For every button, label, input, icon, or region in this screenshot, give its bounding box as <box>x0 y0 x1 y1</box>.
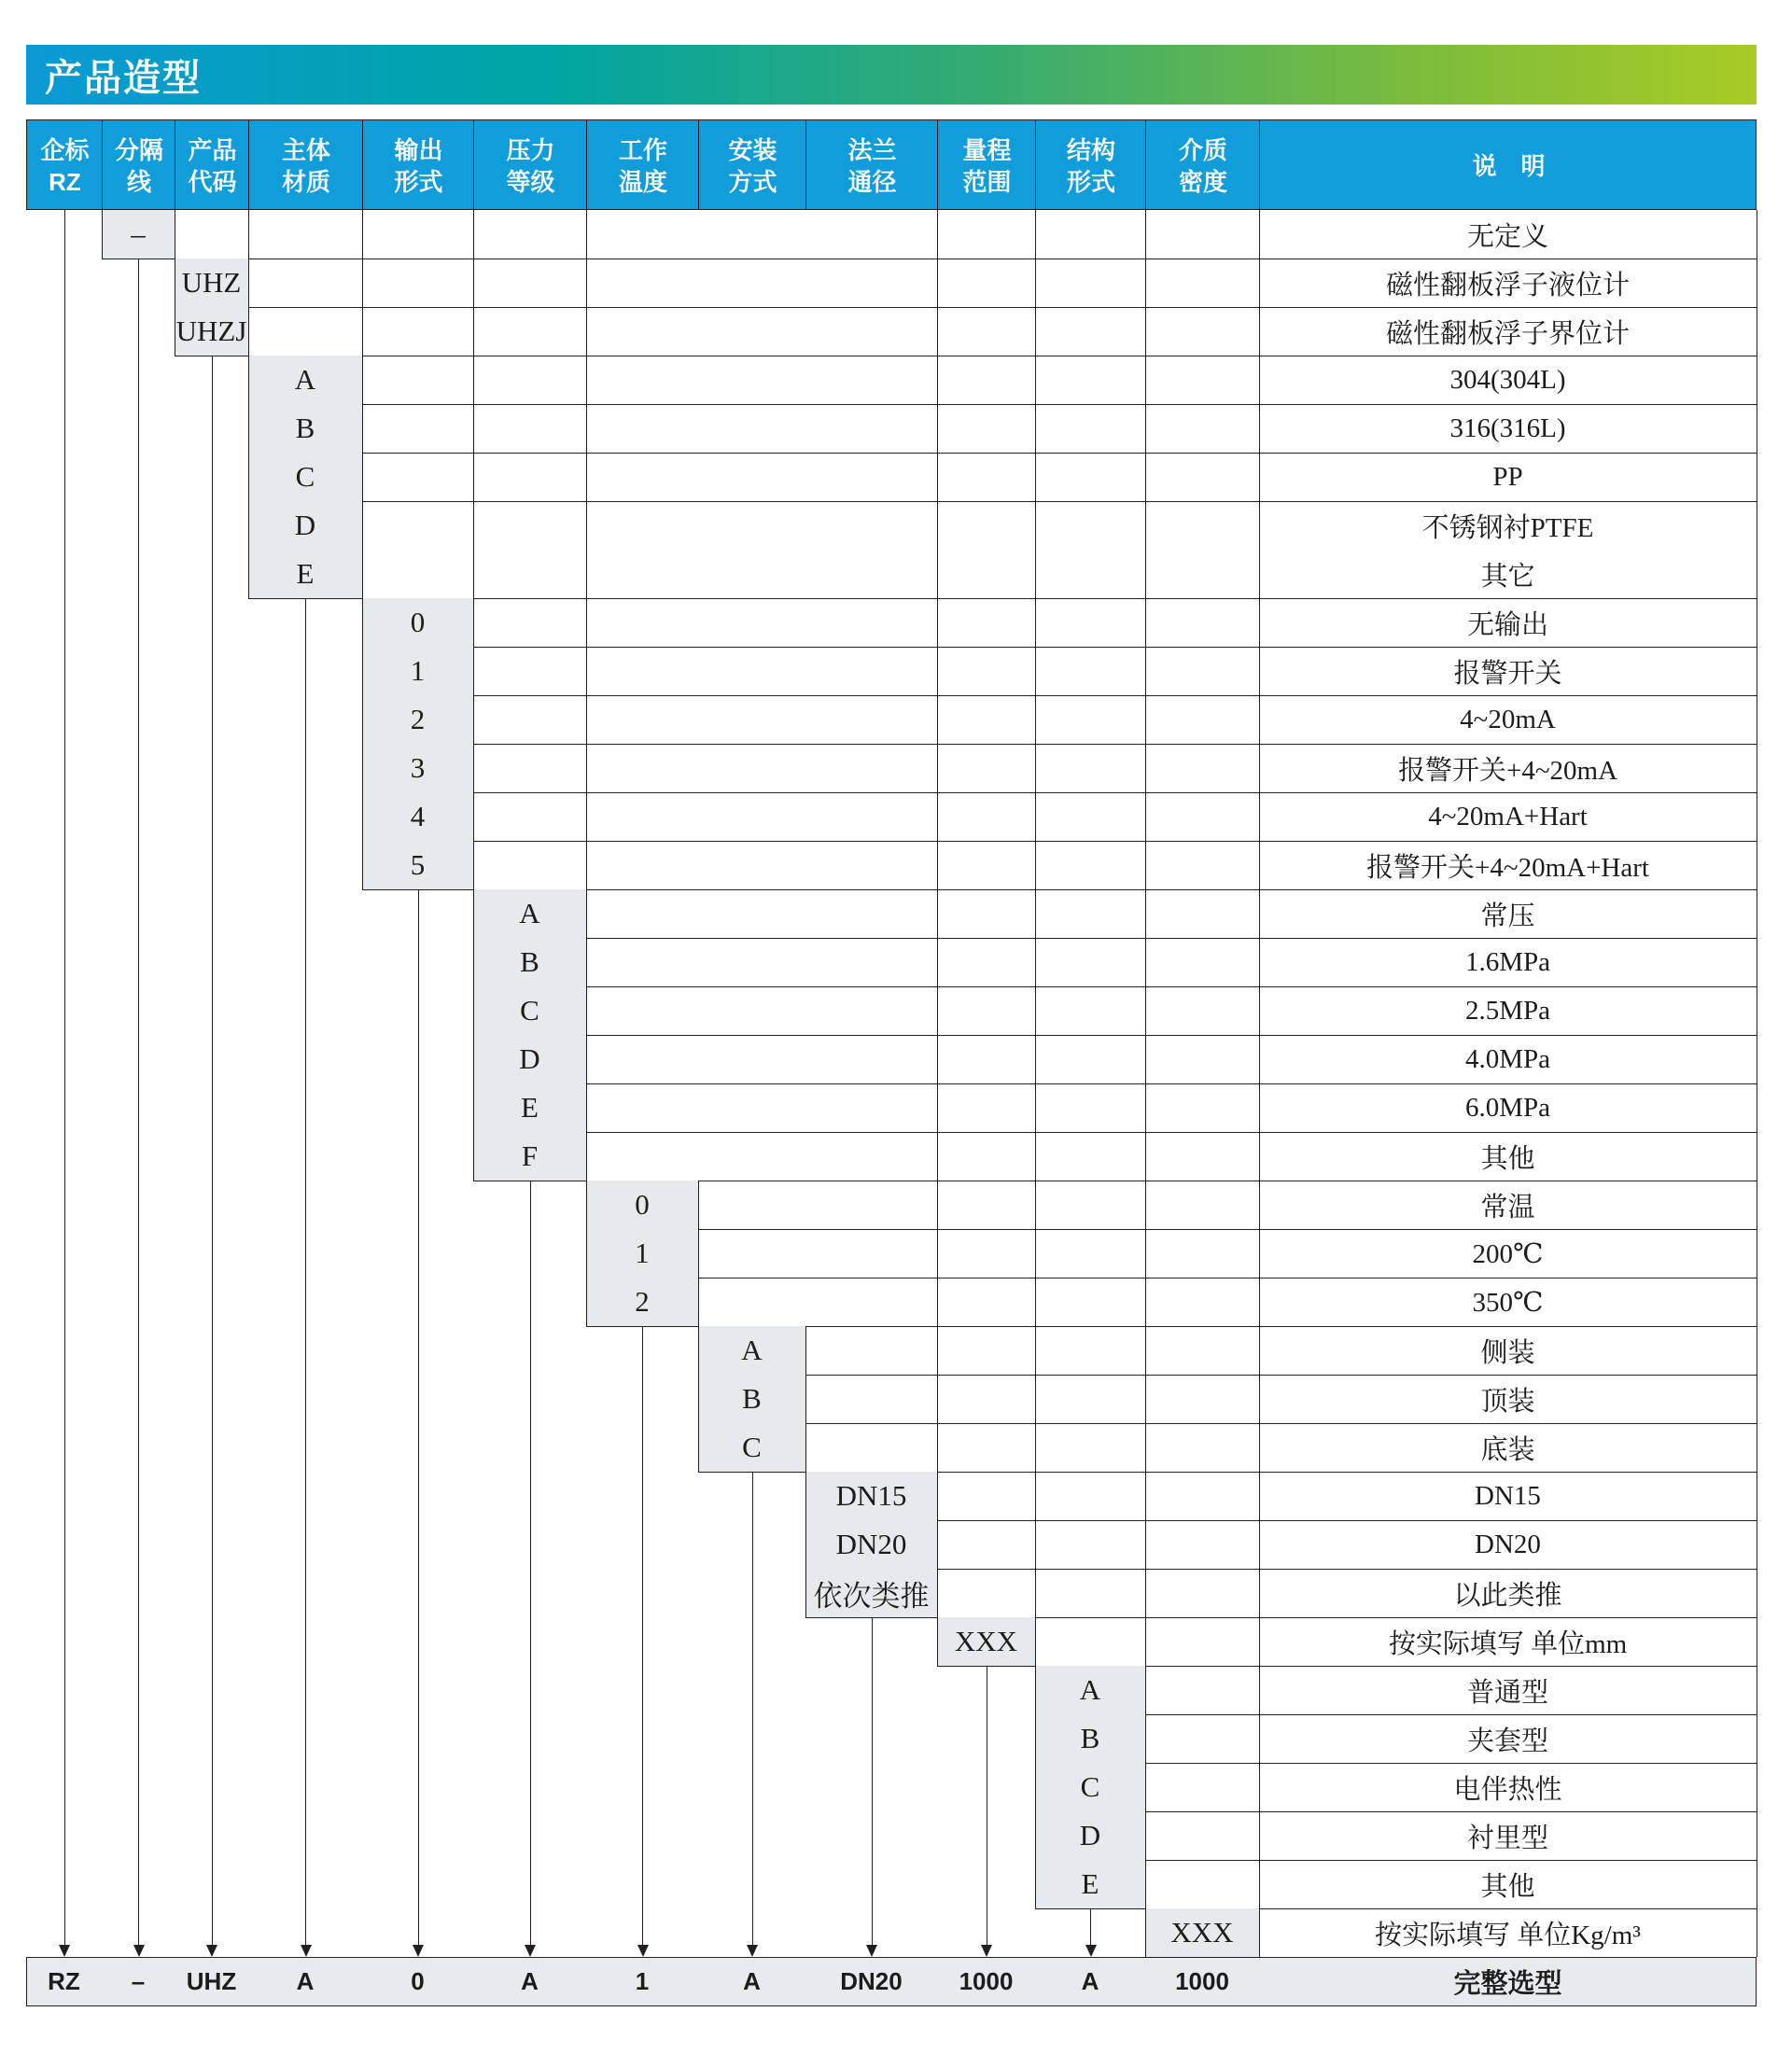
column-header-line1: 输出 <box>394 135 443 164</box>
cell-border-vertical <box>1035 792 1036 841</box>
cell-border-vertical <box>586 1083 587 1132</box>
cell-border-vertical <box>1145 307 1146 356</box>
cell-border-vertical <box>937 1326 938 1375</box>
leader-line <box>418 889 419 1946</box>
column-header <box>587 120 699 211</box>
cell-border-vertical <box>1035 1083 1036 1132</box>
arrowhead-down-icon <box>206 1945 217 1957</box>
cell-border-vertical <box>362 356 363 404</box>
description-cell: 其它 <box>1480 561 1535 592</box>
description-cell: 4~20mA+Hart <box>1428 801 1588 831</box>
description-cell: 200℃ <box>1472 1238 1544 1269</box>
description-cell: 衬里型 <box>1466 1823 1548 1853</box>
description-cell: 4.0MPa <box>1464 1043 1551 1074</box>
leader-line <box>138 258 139 1946</box>
column-header-divider <box>1145 119 1146 210</box>
cell-border-vertical <box>1145 1860 1146 1908</box>
arrowhead-down-icon <box>133 1945 145 1957</box>
cell-border-vertical <box>586 695 587 744</box>
selected-code: UHZ <box>186 1967 237 1995</box>
cell-border-vertical <box>248 307 249 356</box>
code-cell: C <box>1080 1770 1100 1803</box>
cell-border-vertical <box>1035 1035 1036 1083</box>
cell-border-vertical <box>937 1083 938 1132</box>
cell-border-vertical <box>698 1278 699 1326</box>
code-cell: D <box>294 509 316 541</box>
cell-border-vertical <box>586 356 587 404</box>
description-cell: 350℃ <box>1472 1287 1544 1318</box>
description-cell: 磁性翻板浮子界位计 <box>1385 318 1630 349</box>
column-header-line2: 密度 <box>1178 167 1227 196</box>
selected-code: 1000 <box>959 1967 1014 1995</box>
cell-border-vertical <box>586 598 587 647</box>
cell-border-vertical <box>1035 501 1036 598</box>
cell-border-vertical <box>937 1569 938 1617</box>
column-header-line1: 安装 <box>728 135 777 164</box>
cell-border-vertical <box>937 1181 938 1229</box>
cell-border-vertical <box>1035 1472 1036 1520</box>
leader-line <box>872 1617 873 1946</box>
code-cell: 5 <box>410 848 426 881</box>
column-header <box>938 120 1036 211</box>
column-header-line2: 形式 <box>1066 167 1115 196</box>
cell-border-vertical <box>937 598 938 647</box>
cell-border-vertical <box>1035 356 1036 404</box>
cell-border-vertical <box>1035 744 1036 792</box>
code-cell: B <box>295 412 315 444</box>
cell-border-vertical <box>1035 1132 1036 1181</box>
cell-border-vertical <box>362 210 363 258</box>
cell-border-vertical <box>1145 501 1146 598</box>
column-header-line1: 压力 <box>506 135 555 164</box>
column-header-divider <box>473 119 474 210</box>
code-cell: 4 <box>410 800 426 832</box>
selected-code: DN20 <box>840 1967 903 1995</box>
code-cell: XXX <box>954 1625 1018 1657</box>
cell-border-vertical <box>937 404 938 453</box>
selected-code: A <box>296 1967 315 1995</box>
cell-border-vertical <box>1145 258 1146 307</box>
cell-border-vertical <box>1145 1811 1146 1860</box>
arrowhead-down-icon <box>59 1945 70 1957</box>
leader-line <box>305 598 306 1946</box>
cell-border-vertical <box>473 792 474 841</box>
cell-border-vertical <box>586 792 587 841</box>
arrowhead-down-icon <box>637 1945 649 1957</box>
code-cell: C <box>295 460 315 493</box>
cell-border-vertical <box>1035 258 1036 307</box>
cell-border-vertical <box>362 307 363 356</box>
cell-border-vertical <box>1035 647 1036 695</box>
column-header-divider <box>248 119 249 210</box>
description-cell: 无定义 <box>1466 221 1548 252</box>
selected-code: 1000 <box>1175 1967 1229 1995</box>
description-cell: 报警开关+4~20mA <box>1397 755 1618 786</box>
cell-border-vertical <box>1035 889 1036 938</box>
column-header-line2: 温度 <box>618 167 667 196</box>
cell-border-vertical <box>937 453 938 501</box>
code-cell: A <box>1079 1673 1101 1706</box>
column-header-divider <box>937 119 938 210</box>
cell-border-vertical <box>1145 1229 1146 1278</box>
code-cell: 3 <box>410 751 426 784</box>
cell-border-vertical <box>473 501 474 598</box>
leader-line <box>212 356 213 1946</box>
cell-border-vertical <box>362 258 363 307</box>
leader-line <box>752 1472 753 1946</box>
code-cell: B <box>520 945 539 978</box>
complete-selection-label: 完整选型 <box>1453 1969 1562 1999</box>
cell-border-vertical <box>248 258 249 307</box>
code-cell: C <box>742 1431 762 1463</box>
code-cell: E <box>521 1091 539 1124</box>
cell-border-vertical <box>1035 986 1036 1035</box>
arrowhead-down-icon <box>413 1945 424 1957</box>
cell-border-vertical <box>586 501 587 598</box>
arrowhead-down-icon <box>747 1945 758 1957</box>
cell-border-vertical <box>473 356 474 404</box>
column-header <box>1146 120 1260 211</box>
cell-border-vertical <box>586 258 587 307</box>
column-header-divider <box>698 119 699 210</box>
cell-border-vertical <box>1145 210 1146 258</box>
column-header <box>363 120 474 211</box>
cell-border-vertical <box>586 1035 587 1083</box>
column-header-divider <box>102 119 103 210</box>
cell-border-vertical <box>1145 1617 1146 1666</box>
cell-border-vertical <box>473 404 474 453</box>
cell-border-vertical <box>805 1423 806 1472</box>
description-cell: 不锈钢衬PTFE <box>1421 512 1594 543</box>
cell-border-vertical <box>1145 1132 1146 1181</box>
column-header-line1: 法兰 <box>847 135 897 164</box>
cell-border-vertical <box>805 1326 806 1375</box>
cell-border-vertical <box>1035 1181 1036 1229</box>
cell-border-vertical <box>586 889 587 938</box>
cell-border-vertical <box>1035 210 1036 258</box>
arrowhead-down-icon <box>981 1945 992 1957</box>
column-header-divider <box>586 119 587 210</box>
code-cell: DN20 <box>835 1528 907 1560</box>
cell-border-vertical <box>1035 1326 1036 1375</box>
cell-border-vertical <box>1035 598 1036 647</box>
cell-border-vertical <box>937 744 938 792</box>
cell-border-vertical <box>1145 986 1146 1035</box>
description-cell: 304(304L) <box>1449 364 1566 395</box>
description-cell: DN15 <box>1475 1480 1541 1511</box>
page-title: 产品造型 <box>45 57 202 99</box>
cell-border-vertical <box>473 210 474 258</box>
selected-code: 0 <box>411 1967 425 1995</box>
description-cell: 以此类推 <box>1453 1580 1562 1611</box>
code-cell: D <box>519 1042 540 1075</box>
code-cell: 0 <box>410 606 426 638</box>
column-header-line1: 分隔 <box>114 135 163 164</box>
cell-border-vertical <box>1145 792 1146 841</box>
description-cell: 无输出 <box>1466 609 1548 640</box>
arrowhead-down-icon <box>1085 1945 1097 1957</box>
cell-border-vertical <box>937 938 938 986</box>
cell-border-vertical <box>1145 1375 1146 1423</box>
column-header-line1: 企标 <box>40 135 90 164</box>
description-cell: 普通型 <box>1466 1677 1548 1708</box>
column-header-line1: 主体 <box>281 135 330 164</box>
code-cell: E <box>1081 1867 1099 1900</box>
description-cell: 磁性翻板浮子液位计 <box>1385 270 1630 300</box>
description-cell: 按实际填写 单位Kg/m³ <box>1374 1920 1641 1950</box>
cell-border-vertical <box>362 404 363 453</box>
leader-line <box>530 1181 531 1946</box>
description-cell: 电伴热性 <box>1453 1774 1562 1805</box>
cell-border-vertical <box>937 986 938 1035</box>
cell-border-vertical <box>1145 1472 1146 1520</box>
column-header-line2: 材质 <box>281 167 330 196</box>
column-header <box>249 120 363 211</box>
arrowhead-down-icon <box>301 1945 312 1957</box>
cell-border-vertical <box>1145 1569 1146 1617</box>
cell-border-vertical <box>1145 744 1146 792</box>
cell-border-vertical <box>1145 1278 1146 1326</box>
code-cell: 0 <box>635 1188 650 1221</box>
column-header <box>27 120 103 211</box>
arrowhead-down-icon <box>525 1945 536 1957</box>
cell-border-vertical <box>473 695 474 744</box>
cell-border-vertical <box>1145 1035 1146 1083</box>
code-cell: B <box>742 1382 762 1415</box>
column-header-line2: 方式 <box>728 167 777 196</box>
cell-border-vertical <box>473 841 474 889</box>
table-header-row <box>26 119 1757 210</box>
cell-border-vertical <box>586 647 587 695</box>
cell-border-vertical <box>937 792 938 841</box>
cell-border-vertical <box>937 1035 938 1083</box>
cell-border-vertical <box>1145 1423 1146 1472</box>
column-header-line1: 说 明 <box>1472 151 1546 180</box>
column-header-line2: 等级 <box>506 167 555 196</box>
description-cell: 6.0MPa <box>1464 1092 1551 1123</box>
cell-border-vertical <box>805 1375 806 1423</box>
column-header-line1: 量程 <box>962 135 1012 164</box>
column-header-line2: RZ <box>49 167 81 196</box>
column-header-line2: 通径 <box>847 167 897 196</box>
cell-border-vertical <box>1145 1181 1146 1229</box>
cell-border-vertical <box>937 258 938 307</box>
cell-border-vertical <box>248 210 249 258</box>
cell-border-vertical <box>1145 1714 1146 1763</box>
cell-border-vertical <box>937 695 938 744</box>
column-header <box>103 120 175 211</box>
column-header-divider <box>805 119 806 210</box>
cell-border-vertical <box>1145 453 1146 501</box>
cell-border-vertical <box>937 1423 938 1472</box>
cell-border-vertical <box>473 744 474 792</box>
column-header <box>474 120 587 211</box>
description-cell: 4~20mA <box>1460 704 1556 734</box>
cell-border-vertical <box>937 356 938 404</box>
code-cell: E <box>296 557 315 590</box>
column-header <box>175 120 249 211</box>
code-cell: UHZ <box>181 266 242 299</box>
code-cell: 1 <box>635 1237 650 1269</box>
cell-border-vertical <box>1145 889 1146 938</box>
description-cell: 其他 <box>1480 1871 1535 1902</box>
cell-border-vertical <box>937 1375 938 1423</box>
cell-border-vertical <box>1035 841 1036 889</box>
selected-code: A <box>521 1967 539 1995</box>
cell-border-vertical <box>1145 598 1146 647</box>
cell-border-vertical <box>586 307 587 356</box>
cell-border-vertical <box>1035 1375 1036 1423</box>
cell-border-vertical <box>586 404 587 453</box>
code-cell: D <box>1079 1819 1101 1851</box>
selected-code: RZ <box>48 1967 80 1995</box>
code-cell: 2 <box>635 1285 650 1318</box>
cell-border-vertical <box>362 501 363 598</box>
cell-border-vertical <box>1035 307 1036 356</box>
leader-line <box>1090 1908 1091 1946</box>
cell-border-vertical <box>937 1278 938 1326</box>
column-header <box>1260 120 1757 211</box>
cell-border-vertical <box>1145 938 1146 986</box>
cell-border-vertical <box>1145 647 1146 695</box>
code-cell: 1 <box>410 654 426 687</box>
cell-border-vertical <box>937 841 938 889</box>
cell-border-vertical <box>473 307 474 356</box>
code-cell: UHZJ <box>175 314 247 347</box>
cell-border-vertical <box>362 453 363 501</box>
cell-border-vertical <box>1035 695 1036 744</box>
cell-border-vertical <box>1035 1617 1036 1666</box>
cell-border-vertical <box>586 1132 587 1181</box>
cell-border-vertical <box>586 744 587 792</box>
cell-border-vertical <box>586 453 587 501</box>
column-header-line2: 形式 <box>394 167 443 196</box>
code-cell: A <box>519 897 540 929</box>
code-cell: XXX <box>1170 1916 1234 1949</box>
description-cell: PP <box>1492 461 1523 492</box>
cell-border-vertical <box>586 210 587 258</box>
cell-border-vertical <box>937 1520 938 1569</box>
column-header-line1: 结构 <box>1066 135 1115 164</box>
cell-border-vertical <box>1035 1423 1036 1472</box>
cell-border-vertical <box>1035 938 1036 986</box>
cell-border-vertical <box>937 307 938 356</box>
cell-border-vertical <box>1145 1326 1146 1375</box>
code-cell: 依次类推 <box>813 1579 930 1613</box>
cell-border-vertical <box>1035 404 1036 453</box>
column-header-line2: 代码 <box>188 167 237 196</box>
cell-border-vertical <box>937 647 938 695</box>
cell-border-vertical <box>937 1229 938 1278</box>
description-cell: 侧装 <box>1480 1337 1535 1368</box>
column-header <box>806 120 938 211</box>
column-header-line2: 范围 <box>962 167 1012 196</box>
code-cell: A <box>741 1334 763 1366</box>
column-header-line1: 工作 <box>618 135 667 164</box>
leader-line <box>64 210 65 1946</box>
selected-code: A <box>743 1967 761 1995</box>
cell-border-vertical <box>1145 1763 1146 1811</box>
description-cell: DN20 <box>1475 1529 1541 1559</box>
cell-border-vertical <box>937 501 938 598</box>
cell-border-vertical <box>1145 1520 1146 1569</box>
cell-border-vertical <box>473 453 474 501</box>
cell-border-vertical <box>1145 404 1146 453</box>
description-cell: 常压 <box>1480 901 1535 931</box>
selected-code: – <box>131 1967 146 1995</box>
description-cell: 2.5MPa <box>1464 995 1551 1026</box>
column-header-line1: 产品 <box>188 135 237 164</box>
column-header-line2: 线 <box>126 167 151 196</box>
cell-border-vertical <box>1145 695 1146 744</box>
arrowhead-down-icon <box>866 1945 877 1957</box>
cell-border-vertical <box>1035 453 1036 501</box>
description-cell: 1.6MPa <box>1464 946 1551 977</box>
description-cell: 顶装 <box>1480 1386 1535 1417</box>
cell-border-vertical <box>698 1181 699 1229</box>
column-header-divider <box>1035 119 1036 210</box>
title-bar <box>26 45 1757 105</box>
cell-border-vertical <box>937 210 938 258</box>
cell-border-vertical <box>1145 1666 1146 1714</box>
cell-border-vertical <box>1035 1520 1036 1569</box>
code-cell: F <box>521 1139 539 1172</box>
code-cell: C <box>520 994 539 1027</box>
column-header-line1: 介质 <box>1178 135 1227 164</box>
description-cell: 夹套型 <box>1466 1726 1548 1756</box>
code-cell: – <box>131 217 146 250</box>
cell-border-vertical <box>586 986 587 1035</box>
column-header-divider <box>1259 119 1260 210</box>
cell-border-vertical <box>1145 356 1146 404</box>
cell-border-vertical <box>473 258 474 307</box>
description-cell: 常温 <box>1480 1192 1535 1223</box>
cell-border-vertical <box>698 1229 699 1278</box>
leader-line <box>642 1326 643 1946</box>
selected-code: A <box>1081 1967 1099 1995</box>
cell-border-vertical <box>1145 1083 1146 1132</box>
description-cell: 报警开关 <box>1453 658 1562 689</box>
cell-border-vertical <box>937 1132 938 1181</box>
description-cell: 底装 <box>1480 1434 1535 1465</box>
cell-border-vertical <box>473 647 474 695</box>
description-cell: 报警开关+4~20mA+Hart <box>1366 852 1649 883</box>
cell-border-vertical <box>1035 1569 1036 1617</box>
description-cell: 按实际填写 单位mm <box>1388 1628 1628 1659</box>
cell-border-vertical <box>473 598 474 647</box>
selected-code: 1 <box>635 1967 650 1995</box>
column-header <box>1036 120 1146 211</box>
column-header <box>699 120 806 211</box>
column-header-divider <box>362 119 363 210</box>
code-cell: B <box>1080 1722 1100 1754</box>
cell-border-vertical <box>586 841 587 889</box>
cell-border-vertical <box>937 1472 938 1520</box>
description-cell: 其他 <box>1480 1143 1535 1174</box>
code-cell: 2 <box>410 703 426 735</box>
code-cell: DN15 <box>835 1479 907 1512</box>
code-cell: A <box>294 363 316 396</box>
cell-border-vertical <box>586 938 587 986</box>
cell-border-vertical <box>1035 1229 1036 1278</box>
cell-border-vertical <box>1145 841 1146 889</box>
cell-border-vertical <box>937 889 938 938</box>
cell-border-vertical <box>1035 1278 1036 1326</box>
description-cell: 316(316L) <box>1449 412 1566 443</box>
